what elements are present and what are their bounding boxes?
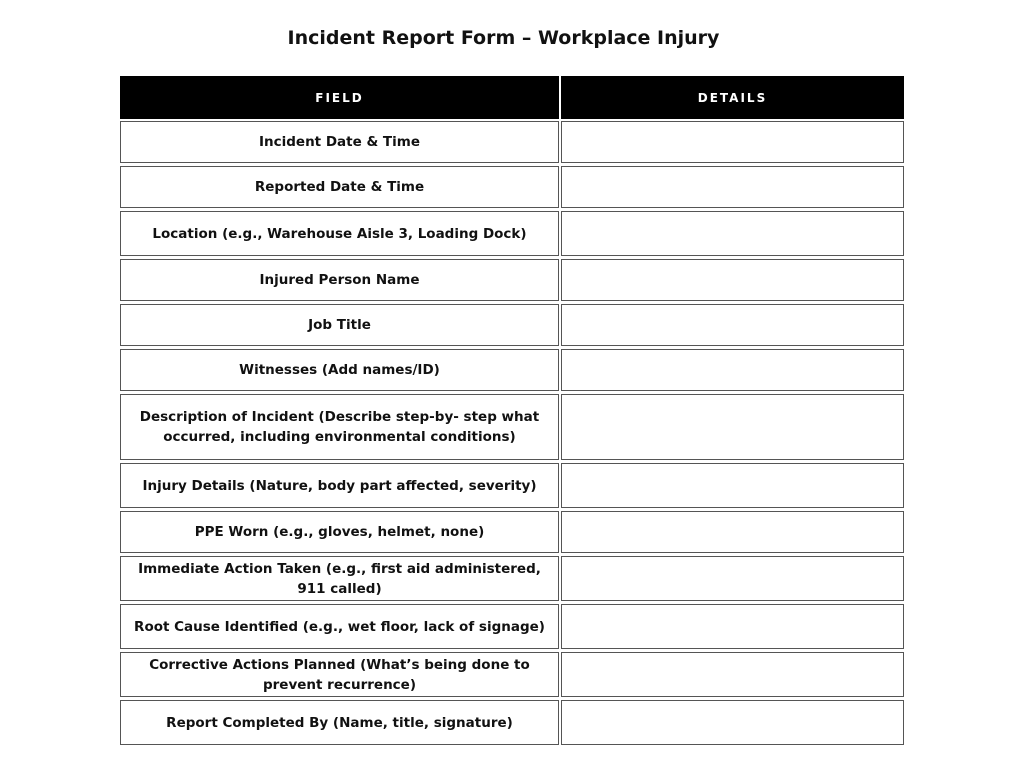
details-cell[interactable] (561, 511, 904, 553)
field-cell (120, 652, 559, 697)
field-label: Corrective Actions Planned (What’s being done to prevent recurrence) (149, 656, 530, 693)
table-row (120, 304, 904, 346)
field-label: Location (e.g., Warehouse Aisle 3, Loading Dock) (152, 225, 527, 242)
field-cell (120, 349, 559, 391)
details-cell[interactable] (561, 166, 904, 208)
field-cell (120, 121, 559, 163)
field-cell (120, 394, 559, 460)
field-cell (120, 259, 559, 301)
table-row (120, 463, 904, 508)
field-label: Description of Incident (Describe step-by- step what occurred, including environmental conditions) (139, 409, 540, 445)
table-header-row (120, 76, 904, 119)
details-cell[interactable] (561, 349, 904, 391)
table-row (120, 259, 904, 301)
field-label: Report Completed By (Name, title, signature) (166, 714, 513, 731)
field-cell (120, 700, 559, 745)
page-title: Incident Report Form – Workplace Injury (287, 27, 720, 49)
table-row (120, 121, 904, 163)
table-row (120, 700, 904, 745)
table-row (120, 556, 904, 601)
field-label: Injury Details (Nature, body part affected, severity) (142, 477, 537, 494)
table-row (120, 652, 904, 697)
table-row (120, 166, 904, 208)
details-cell[interactable] (561, 556, 904, 601)
details-cell[interactable] (561, 700, 904, 745)
details-column-header: DETAILS (561, 76, 904, 119)
field-cell (120, 463, 559, 508)
field-label: Witnesses (Add names/ID) (239, 362, 440, 378)
table-row (120, 511, 904, 553)
field-cell (120, 166, 559, 208)
field-label: Root Cause Identified (e.g., wet floor, lack of signage) (134, 618, 545, 635)
details-cell[interactable] (561, 259, 904, 301)
field-cell (120, 304, 559, 346)
details-cell[interactable] (561, 211, 904, 256)
details-cell[interactable] (561, 652, 904, 697)
field-label: Incident Date & Time (258, 134, 420, 150)
table-row (120, 394, 904, 460)
field-label: Injured Person Name (259, 272, 420, 288)
field-column-header: FIELD (120, 76, 559, 119)
field-cell (120, 511, 559, 553)
details-cell[interactable] (561, 394, 904, 460)
details-cell[interactable] (561, 121, 904, 163)
field-label: PPE Worn (e.g., gloves, helmet, none) (194, 524, 485, 540)
field-cell (120, 556, 559, 601)
field-label: Job Title (308, 317, 371, 333)
table-row (120, 349, 904, 391)
field-label: Reported Date & Time (254, 179, 425, 195)
details-cell[interactable] (561, 604, 904, 649)
field-label: Immediate Action Taken (e.g., first aid administered, 911 called) (138, 560, 541, 597)
table-row (120, 604, 904, 649)
table-row (120, 211, 904, 256)
details-cell[interactable] (561, 463, 904, 508)
details-cell[interactable] (561, 304, 904, 346)
field-cell (120, 211, 559, 256)
field-cell (120, 604, 559, 649)
incident-form-table (120, 76, 904, 748)
